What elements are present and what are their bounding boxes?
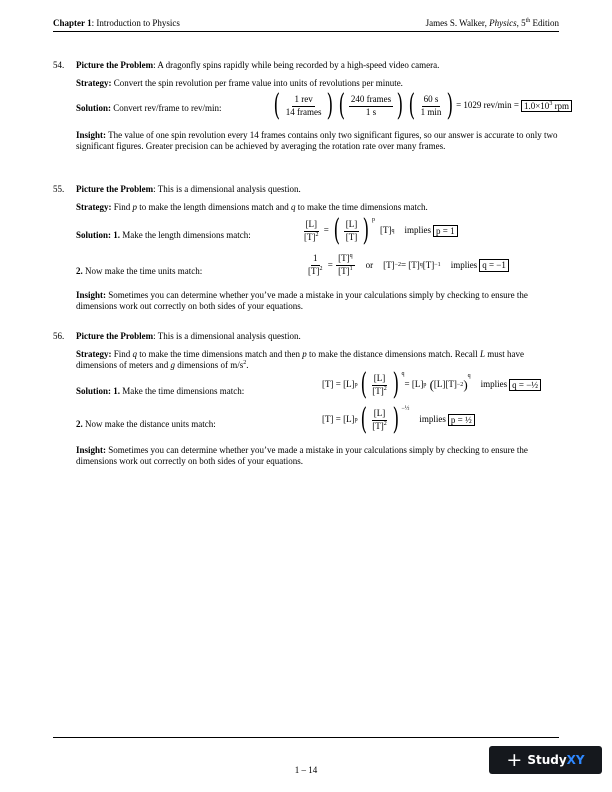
numerator: [L] bbox=[372, 374, 388, 386]
strategy-text: Convert the spin revolution per frame value into units of revolutions per minute. bbox=[111, 78, 403, 88]
answer-unit: rpm bbox=[552, 100, 570, 111]
denominator: [T] bbox=[304, 231, 316, 242]
denominator: 1 min bbox=[420, 106, 442, 117]
numerator: [T] bbox=[338, 253, 350, 263]
denominator: 1 s bbox=[365, 106, 377, 117]
edition-number: , 5 bbox=[516, 18, 526, 28]
strategy-text: must have dimensions of meters and bbox=[76, 349, 524, 371]
exponent: 2 bbox=[315, 231, 319, 238]
strategy-text: to make the time dimensions match and then bbox=[137, 349, 303, 359]
book-citation bbox=[426, 18, 559, 29]
or-text: or bbox=[365, 259, 374, 270]
equation-rpm bbox=[271, 88, 572, 123]
boxed-answer: p = ½ bbox=[448, 414, 475, 427]
variable-p: p bbox=[132, 202, 138, 212]
step-2 bbox=[76, 266, 202, 277]
strategy-text: dimensions of m/s bbox=[174, 360, 244, 371]
strategy bbox=[76, 78, 559, 89]
boxed-answer: q = −1 bbox=[479, 259, 509, 272]
strategy bbox=[76, 349, 559, 372]
step-text: Now make the distance units match: bbox=[82, 419, 216, 429]
strategy-text: to make the length dimensions match and bbox=[137, 202, 291, 212]
equation-length: $\frac{[L]}{[T]^2}$ = ( $\frac{[L]}{[T]}$ ) p [T] q implies p = 1 bbox=[301, 216, 458, 246]
term: = [T] bbox=[400, 259, 420, 270]
footer-rule bbox=[53, 737, 559, 738]
denominator: [T] bbox=[372, 385, 384, 396]
variable-p: p bbox=[302, 349, 307, 359]
answer-exponent: 3 bbox=[549, 100, 553, 107]
problem-number: 54. bbox=[53, 60, 65, 70]
step-text: Make the time dimensions match: bbox=[120, 386, 245, 396]
step-label: Solution: 1. bbox=[76, 386, 121, 396]
term: [T] bbox=[445, 379, 457, 390]
insight-label: Insight: bbox=[76, 445, 107, 455]
denominator: [T] bbox=[345, 231, 358, 242]
plus-icon: + bbox=[506, 748, 523, 771]
picture-label: Picture the Problem bbox=[76, 331, 154, 341]
term: [T] bbox=[422, 259, 435, 270]
insight-text: Sometimes you can determine whether you’ve made a mistake in your calculations simply by checking to ensure the dimensions work out correctly on both sides of your equations. bbox=[76, 290, 528, 312]
numerator: 240 frames bbox=[349, 95, 393, 107]
page-number: 1 – 14 bbox=[294, 765, 318, 775]
implies-text: implies bbox=[450, 259, 478, 270]
problem-number: 55. bbox=[53, 184, 65, 194]
strategy-label: Strategy: bbox=[76, 78, 112, 88]
factor-2: ( $\frac{\text{240 frames}}{1 s}$ ) bbox=[338, 88, 404, 123]
step-label: 2. bbox=[76, 419, 83, 429]
denominator: [T] bbox=[372, 420, 384, 431]
equation-time-dimensions: [T] = [L] p ( $\frac{[L]}{[T]^2}$ ) q = [L] p ( [L] [T] −2 ) q implies q = −½ bbox=[322, 370, 541, 400]
term: = [L] bbox=[404, 379, 424, 390]
picture-text: : A dragonfly spins rapidly while being recorded by a high-speed video camera. bbox=[153, 60, 440, 70]
result: = 1029 rev/min = bbox=[456, 100, 519, 111]
step-label: 2. bbox=[76, 266, 83, 276]
numerator: [L] bbox=[372, 409, 388, 421]
strategy-text: to make the distance dimensions match. Recall bbox=[306, 349, 480, 359]
step-text: Now make the time units match: bbox=[82, 266, 203, 276]
boxed-answer: p = 1 bbox=[433, 225, 458, 238]
term: [T] = [L] bbox=[322, 414, 355, 425]
strategy bbox=[76, 202, 559, 213]
equation-time: $\frac{1}{[T]^2}$ = $\frac{[T]^q}{[T]^1}$ or [T] −2 = [T] q [T] −1 implies q = −1 bbox=[305, 254, 509, 277]
insight-label: Insight: bbox=[76, 290, 107, 300]
logo-xy: XY bbox=[566, 752, 585, 767]
solution-text: Convert rev/frame to rev/min: bbox=[111, 103, 222, 113]
strategy-label: Strategy: bbox=[76, 202, 112, 212]
numerator: [L] bbox=[304, 220, 320, 232]
exponent: 2 bbox=[383, 420, 387, 427]
term: [L] bbox=[433, 379, 446, 390]
term: [T] = [L] bbox=[322, 379, 355, 390]
picture-text: : This is a dimensional analysis question. bbox=[153, 331, 301, 341]
studyxy-logo[interactable] bbox=[489, 746, 602, 774]
answer-mantissa: 1.0×10 bbox=[523, 100, 550, 111]
strategy-text: Find bbox=[111, 349, 133, 359]
variable-q: q bbox=[290, 202, 296, 212]
exponent: 1 bbox=[349, 265, 353, 272]
boxed-answer: q = −½ bbox=[509, 379, 541, 392]
chapter-title-text: : Introduction to Physics bbox=[91, 18, 180, 28]
variable-g: g bbox=[170, 360, 175, 371]
numerator: 60 s bbox=[422, 95, 441, 107]
picture-text: : This is a dimensional analysis question. bbox=[153, 184, 301, 194]
picture-label: Picture the Problem bbox=[76, 60, 154, 70]
step-1 bbox=[76, 386, 244, 397]
insight bbox=[76, 130, 559, 153]
step-text: Make the length dimensions match: bbox=[120, 230, 251, 240]
strategy-text: . bbox=[246, 360, 249, 371]
author: James S. Walker, bbox=[425, 18, 490, 28]
denominator: [T] bbox=[338, 265, 350, 276]
step-label: Solution: 1. bbox=[76, 230, 121, 240]
logo-study: Study bbox=[527, 752, 567, 767]
numerator: 1 rev bbox=[292, 95, 314, 107]
insight-text: The value of one spin revolution every 14 frames contains only two significant figures, so our answer is accurate to only two significant figures. Greater precision can be achieved by averaging the rotation rate over many frames. bbox=[76, 130, 558, 152]
edition-word: Edition bbox=[530, 18, 559, 28]
strategy-text: Find bbox=[111, 202, 133, 212]
insight bbox=[76, 445, 559, 468]
step-1 bbox=[76, 230, 251, 241]
insight bbox=[76, 290, 559, 313]
variable-L: L bbox=[479, 349, 485, 359]
implies-text: implies bbox=[480, 379, 508, 390]
exponent: 2 bbox=[319, 265, 323, 272]
insight-text: Sometimes you can determine whether you’ve made a mistake in your calculations simply by checking to ensure the dimensions work out correctly on both sides of your equations. bbox=[76, 445, 528, 467]
problem-number: 56. bbox=[53, 331, 65, 341]
chapter-title bbox=[53, 18, 180, 29]
picture-the-problem bbox=[76, 60, 559, 71]
factor-3: ( $\frac{60 s}{1 \min}$ ) bbox=[408, 88, 454, 123]
header-rule bbox=[53, 31, 559, 32]
numerator: 1 bbox=[311, 254, 320, 266]
picture-the-problem bbox=[76, 331, 559, 342]
chapter-label: Chapter 1 bbox=[53, 18, 92, 28]
boxed-answer bbox=[521, 100, 572, 113]
step-2 bbox=[76, 419, 216, 430]
picture-label: Picture the Problem bbox=[76, 184, 154, 194]
book-title: Physics bbox=[489, 18, 517, 28]
implies-text: implies bbox=[419, 414, 446, 425]
solution bbox=[76, 103, 221, 114]
page-header bbox=[53, 18, 559, 32]
exponent: 2 bbox=[383, 385, 387, 392]
factor-1: ( $\frac{\text{1 rev}}{\text{14 frames}}$ ) bbox=[273, 88, 334, 123]
solution-label: Solution: bbox=[76, 103, 112, 113]
numerator: [L] bbox=[344, 220, 360, 232]
variable-q: q bbox=[132, 349, 138, 359]
strategy-label: Strategy: bbox=[76, 349, 112, 359]
denominator: [T] bbox=[308, 265, 320, 276]
exponent: q bbox=[349, 253, 353, 259]
equation-distance-dimensions: [T] = [L] p ( $\frac{[L]}{[T]^2}$ ) −½ implies p = ½ bbox=[322, 405, 475, 435]
picture-the-problem bbox=[76, 184, 559, 195]
insight-label: Insight: bbox=[76, 130, 107, 140]
term: [T] bbox=[380, 225, 392, 236]
implies-text: implies bbox=[404, 225, 432, 236]
edition-suffix: th bbox=[525, 18, 531, 24]
exponent: 2 bbox=[243, 360, 247, 367]
denominator: 14 frames bbox=[285, 106, 322, 117]
term: [T] bbox=[383, 259, 395, 270]
strategy-text: to make the time dimensions match. bbox=[295, 202, 428, 212]
